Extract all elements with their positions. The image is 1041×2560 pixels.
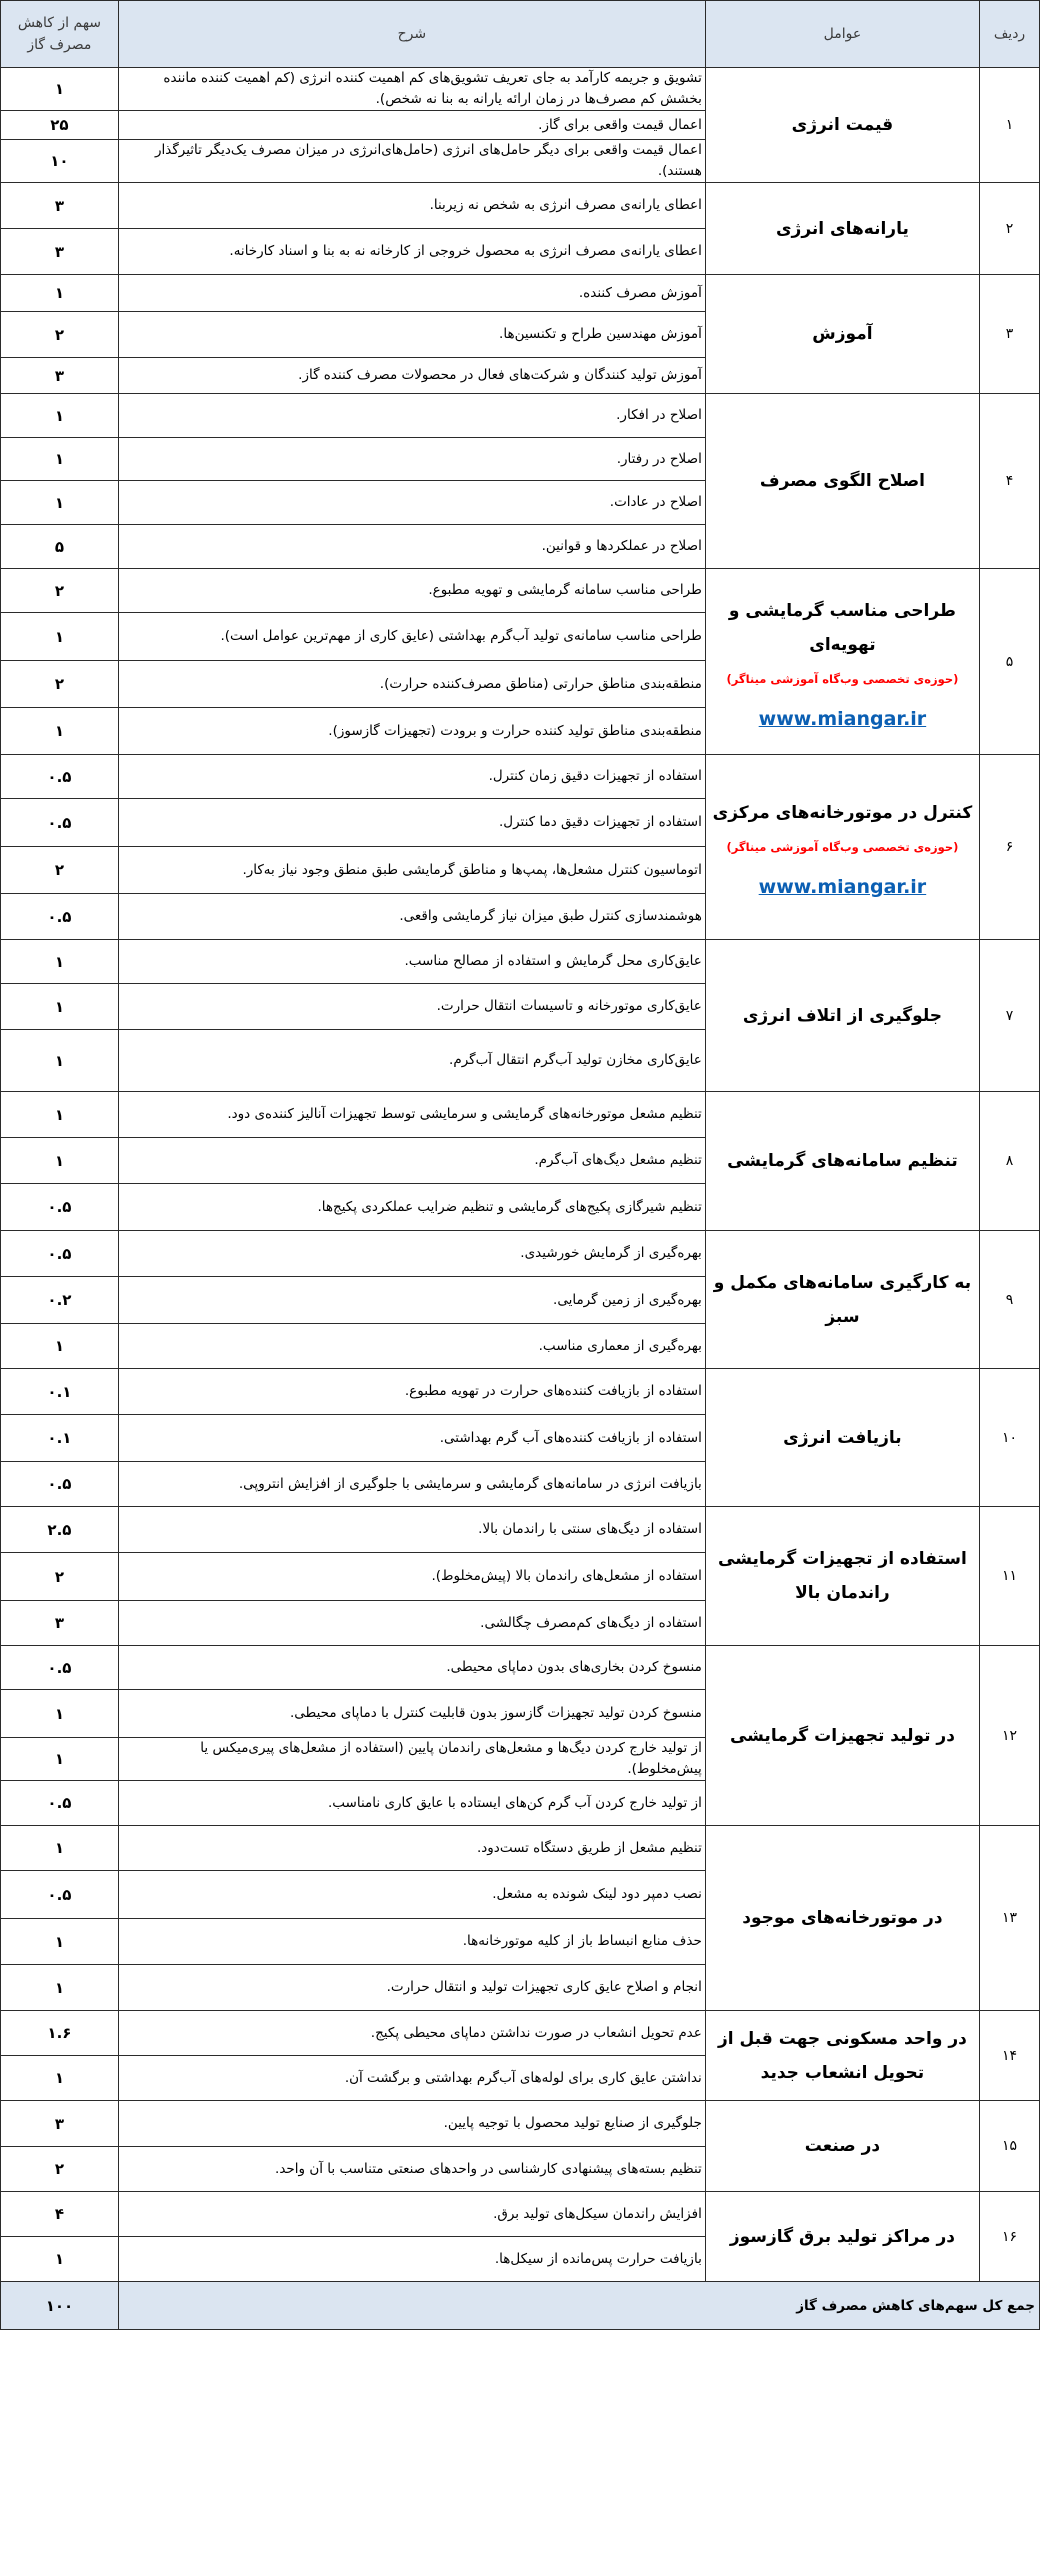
factor-name: تنظیم سامانه‌های گرمایشی (727, 1151, 958, 1171)
factor-cell (705, 1646, 979, 1826)
description-cell: تشویق و جریمه کارآمد به جای تعریف تشویق‌های کم اهمیت کننده انرژی (کم اهمیت کننده ماننده بخشش کم مصرف‌ها در زمان ارائه یارانه به بنا نه شخص). (118, 68, 705, 111)
table-row (1, 1231, 1040, 1277)
share-cell: ۱ (1, 1092, 119, 1138)
share-cell: ۱ (1, 708, 119, 755)
row-number: ۴ (980, 394, 1040, 569)
factor-cell (705, 2192, 979, 2282)
description-cell: استفاده از دیگ‌های سنتی با راندمان بالا. (118, 1507, 705, 1553)
factor-name: در واحد مسکونی جهت قبل از تحویل انشعاب جدید (718, 2028, 967, 2083)
description-cell: بازیافت انرژی در سامانه‌های گرمایشی و سرمایشی با جلوگیری از افزایش انتروپی. (118, 1462, 705, 1507)
share-cell: ۲۵ (1, 111, 119, 140)
share-cell: ۱ (1, 275, 119, 312)
description-cell: منطقه‌بندی مناطق تولید کننده حرارت و برودت (تجهیزات گازسوز). (118, 708, 705, 755)
share-cell: ۰.۵ (1, 1871, 119, 1919)
factor-name: استفاده از تجهیزات گرمایشی راندمان بالا (718, 1549, 967, 1603)
description-cell: بهره‌گیری از زمین گرمایی. (118, 1277, 705, 1324)
description-cell: طراحی مناسب سامانه‌ی تولید آب‌گرم بهداشتی (عایق کاری از مهم‌ترین عوامل است). (118, 613, 705, 661)
total-label: جمع کل سهم‌های کاهش مصرف گاز (118, 2282, 1039, 2330)
factor-name: یارانه‌های انرژی (775, 218, 909, 239)
share-cell: ۱ (1, 613, 119, 661)
description-cell: عایق‌کاری مخازن تولید آب‌گرم انتقال آب‌گرم. (118, 1030, 705, 1092)
share-cell: ۰.۵ (1, 1646, 119, 1690)
factor-cell (705, 940, 979, 1092)
table-row (1, 1826, 1040, 1871)
row-number: ۳ (980, 275, 1040, 394)
description-cell: منسوخ کردن بخاری‌های بدون دماپای محیطی. (118, 1646, 705, 1690)
table-row (1, 68, 1040, 111)
table-row (1, 183, 1040, 229)
share-cell: ۲ (1, 847, 119, 894)
share-cell: ۱.۶ (1, 2011, 119, 2056)
table-body (1, 68, 1040, 2282)
factor-name: در مراکز تولید برق گازسوز (729, 2226, 955, 2247)
table-row (1, 1092, 1040, 1138)
share-cell: ۲ (1, 2147, 119, 2192)
description-cell: منطقه‌بندی مناطق حرارتی (مناطق مصرف‌کننده حرارت). (118, 661, 705, 708)
description-cell: طراحی مناسب سامانه گرمایشی و تهویه مطبوع. (118, 569, 705, 613)
table-row (1, 1369, 1040, 1415)
share-cell: ۲ (1, 1553, 119, 1601)
factor-name: آموزش (812, 324, 873, 344)
share-cell: ۴ (1, 2192, 119, 2237)
share-cell: ۳ (1, 358, 119, 394)
description-cell: نصب دمپر دود لینک شونده به مشعل. (118, 1871, 705, 1919)
factor-cell (705, 1826, 979, 2011)
share-cell: ۲ (1, 661, 119, 708)
table-row (1, 1507, 1040, 1553)
share-cell: ۰.۵ (1, 894, 119, 940)
table-row (1, 569, 1040, 613)
factor-cell (705, 2101, 979, 2192)
share-cell: ۱ (1, 481, 119, 525)
share-cell: ۱ (1, 1138, 119, 1184)
description-cell: عایق‌کاری محل گرمایش و استفاده از مصالح مناسب. (118, 940, 705, 984)
row-number: ۱ (980, 68, 1040, 183)
share-cell: ۰.۲ (1, 1277, 119, 1324)
row-number: ۷ (980, 940, 1040, 1092)
description-cell: تنظیم مشعل موتورخانه‌های گرمایشی و سرمایشی توسط تجهیزات آنالیز کننده‌ی دود. (118, 1092, 705, 1138)
share-cell: ۳ (1, 1601, 119, 1646)
row-number: ۸ (980, 1092, 1040, 1231)
table-row (1, 1646, 1040, 1690)
share-cell: ۱ (1, 2237, 119, 2282)
share-cell: ۰.۵ (1, 1231, 119, 1277)
factor-name: بازیافت انرژی (783, 1427, 902, 1448)
description-cell: نداشتن عایق کاری برای لوله‌های آب‌گرم بهداشتی و برگشت آن. (118, 2056, 705, 2101)
share-cell: ۰.۵ (1, 1781, 119, 1826)
description-cell: بازیافت حرارت پس‌مانده از سیکل‌ها. (118, 2237, 705, 2282)
share-cell: ۳ (1, 229, 119, 275)
description-cell: استفاده از بازیافت کننده‌های آب گرم بهداشتی. (118, 1415, 705, 1462)
factor-cell (705, 275, 979, 394)
factor-name: کنترل در موتورخانه‌های مرکزی (712, 803, 973, 823)
share-cell: ۱ (1, 940, 119, 984)
factor-cell (705, 755, 979, 940)
description-cell: اعمال قیمت واقعی برای گاز. (118, 111, 705, 140)
share-cell: ۰.۵ (1, 755, 119, 799)
website-link[interactable]: www.miangar.ir (758, 876, 927, 898)
table-row (1, 275, 1040, 312)
share-cell: ۱ (1, 1738, 119, 1781)
share-cell: ۱ (1, 394, 119, 438)
description-cell: اصلاح در رفتار. (118, 438, 705, 481)
description-cell: هوشمندسازی کنترل طبق میزان نیاز گرمایشی واقعی. (118, 894, 705, 940)
header-row-number: ردیف (980, 1, 1040, 68)
row-number: ۱۳ (980, 1826, 1040, 2011)
description-cell: بهره‌گیری از گرمایش خورشیدی. (118, 1231, 705, 1277)
description-cell: تنظیم بسته‌های پیشنهادی کارشناسی در واحدهای صنعتی متناسب با آن واحد. (118, 2147, 705, 2192)
table-row (1, 755, 1040, 799)
factor-name: طراحی مناسب گرمایشی و تهویه‌ای (728, 600, 956, 655)
factor-cell (705, 2011, 979, 2101)
share-cell: ۵ (1, 525, 119, 569)
description-cell: تنظیم شیرگازی پکیج‌های گرمایشی و تنظیم ضرایب عملکردی پکیج‌ها. (118, 1184, 705, 1231)
share-cell: ۲ (1, 312, 119, 358)
row-number: ۱۱ (980, 1507, 1040, 1646)
share-cell: ۱ (1, 2056, 119, 2101)
description-cell: منسوخ کردن تولید تجهیزات گازسوز بدون قابلیت کنترل با دماپای محیطی. (118, 1690, 705, 1738)
description-cell: اصلاح در عادات. (118, 481, 705, 525)
description-cell: تنظیم مشعل از طریق دستگاه تست‌دود. (118, 1826, 705, 1871)
description-cell: افزایش راندمان سیکل‌های تولید برق. (118, 2192, 705, 2237)
share-cell: ۱ (1, 68, 119, 111)
header-description: شرح (118, 1, 705, 68)
share-cell: ۱ (1, 1826, 119, 1871)
share-cell: ۱ (1, 1919, 119, 1965)
description-cell: آموزش مصرف کننده. (118, 275, 705, 312)
description-cell: استفاده از تجهیزات دقیق زمان کنترل. (118, 755, 705, 799)
factor-name: جلوگیری از اتلاف انرژی (742, 1005, 943, 1026)
share-cell: ۰.۵ (1, 1462, 119, 1507)
description-cell: از تولید خارج کردن آب گرم کن‌های ایستاده با عایق کاری نامناسب. (118, 1781, 705, 1826)
factor-cell (705, 1231, 979, 1369)
description-cell: آموزش مهندسین طراح و تکنسین‌ها. (118, 312, 705, 358)
row-number: ۹ (980, 1231, 1040, 1369)
factor-cell (705, 1092, 979, 1231)
share-cell: ۰.۵ (1, 799, 119, 847)
row-number: ۱۵ (980, 2101, 1040, 2192)
description-cell: حذف منابع انبساط باز از کلیه موتورخانه‌ها. (118, 1919, 705, 1965)
factor-name: در تولید تجهیزات گرمایشی (729, 1725, 955, 1746)
header-factors: عوامل (705, 1, 979, 68)
share-cell: ۲ (1, 569, 119, 613)
share-cell: ۳ (1, 183, 119, 229)
factor-cell (705, 68, 979, 183)
row-number: ۱۰ (980, 1369, 1040, 1507)
description-cell: اصلاح در عملکردها و قوانین. (118, 525, 705, 569)
factor-cell (705, 569, 979, 755)
row-number: ۲ (980, 183, 1040, 275)
description-cell: جلوگیری از صنایع تولید محصول با توجیه پایین. (118, 2101, 705, 2147)
factor-name: به کارگیری سامانه‌های مکمل و سبز (713, 1272, 972, 1327)
factor-cell (705, 394, 979, 569)
factor-name: در موتورخانه‌های موجود (742, 1908, 943, 1928)
share-cell: ۱۰ (1, 140, 119, 183)
table-row (1, 2011, 1040, 2056)
description-cell: آموزش تولید کنندگان و شرکت‌های فعال در محصولات مصرف کننده گاز. (118, 358, 705, 394)
factor-cell (705, 1507, 979, 1646)
description-cell: بهره‌گیری از معماری مناسب. (118, 1324, 705, 1369)
header-share: سهم از کاهش مصرف گاز (1, 1, 119, 68)
factor-name: در صنعت (804, 2136, 881, 2156)
row-number: ۱۲ (980, 1646, 1040, 1826)
description-cell: استفاده از دیگ‌های کم‌مصرف چگالشی. (118, 1601, 705, 1646)
share-cell: ۰.۱ (1, 1415, 119, 1462)
row-number: ۵ (980, 569, 1040, 755)
description-cell: انجام و اصلاح عایق کاری تجهیزات تولید و انتقال حرارت. (118, 1965, 705, 2011)
share-cell: ۱ (1, 1690, 119, 1738)
table-row (1, 2101, 1040, 2147)
factor-note: (حوزه‌ی تخصصی وب‌گاه آموزشی میناگر) (726, 671, 959, 686)
share-cell: ۱ (1, 984, 119, 1030)
total-row (1, 2282, 1040, 2330)
table-row (1, 940, 1040, 984)
description-cell: اعمال قیمت واقعی برای دیگر حامل‌های انرژی (حامل‌های‌انرژی در میزان مصرف یک‌دیگر تاثیر‌گذار هستند). (118, 140, 705, 183)
share-cell: ۰.۵ (1, 1184, 119, 1231)
description-cell: استفاده از بازیافت کننده‌های حرارت در تهویه مطبوع. (118, 1369, 705, 1415)
row-number: ۱۶ (980, 2192, 1040, 2282)
share-cell: ۱ (1, 1030, 119, 1092)
description-cell: از تولید خارج کردن دیگ‌ها و مشعل‌های راندمان پایین (استفاده از مشعل‌های پیری‌میکس یا پیش‌مخلوط). (118, 1738, 705, 1781)
total-value: ۱۰۰ (1, 2282, 119, 2330)
factor-name: قیمت انرژی (791, 115, 894, 135)
description-cell: اصلاح در افکار. (118, 394, 705, 438)
description-cell: اعطای یارانه‌ی مصرف انرژی به محصول خروجی از کارخانه نه به بنا و اسناد کارخانه. (118, 229, 705, 275)
description-cell: تنظیم مشعل دیگ‌های آب‌گرم. (118, 1138, 705, 1184)
factor-name: اصلاح الگوی مصرف (759, 471, 926, 491)
description-cell: اتوماسیون کنترل مشعل‌ها، پمپ‌ها و مناطق گرمایشی طبق منطق وجود نیاز به‌کار. (118, 847, 705, 894)
share-cell: ۱ (1, 1965, 119, 2011)
row-number: ۶ (980, 755, 1040, 940)
row-number: ۱۴ (980, 2011, 1040, 2101)
share-cell: ۳ (1, 2101, 119, 2147)
share-cell: ۱ (1, 438, 119, 481)
factor-cell (705, 1369, 979, 1507)
factor-note: (حوزه‌ی تخصصی وب‌گاه آموزشی میناگر) (726, 840, 959, 854)
website-link[interactable]: www.miangar.ir (758, 707, 927, 730)
header-row (1, 1, 1040, 68)
table-row (1, 2192, 1040, 2237)
description-cell: اعطای یارانه‌ی مصرف انرژی به شخص نه زیربنا. (118, 183, 705, 229)
share-cell: ۰.۱ (1, 1369, 119, 1415)
table-row (1, 394, 1040, 438)
share-cell: ۲.۵ (1, 1507, 119, 1553)
description-cell: استفاده از مشعل‌های راندمان بالا (پیش‌مخلوط). (118, 1553, 705, 1601)
description-cell: عدم تحویل انشعاب در صورت نداشتن دماپای محیطی پکیج. (118, 2011, 705, 2056)
share-cell: ۱ (1, 1324, 119, 1369)
description-cell: عایق‌کاری موتورخانه و تاسیسات انتقال حرارت. (118, 984, 705, 1030)
description-cell: استفاده از تجهیزات دقیق دما کنترل. (118, 799, 705, 847)
factor-cell (705, 183, 979, 275)
